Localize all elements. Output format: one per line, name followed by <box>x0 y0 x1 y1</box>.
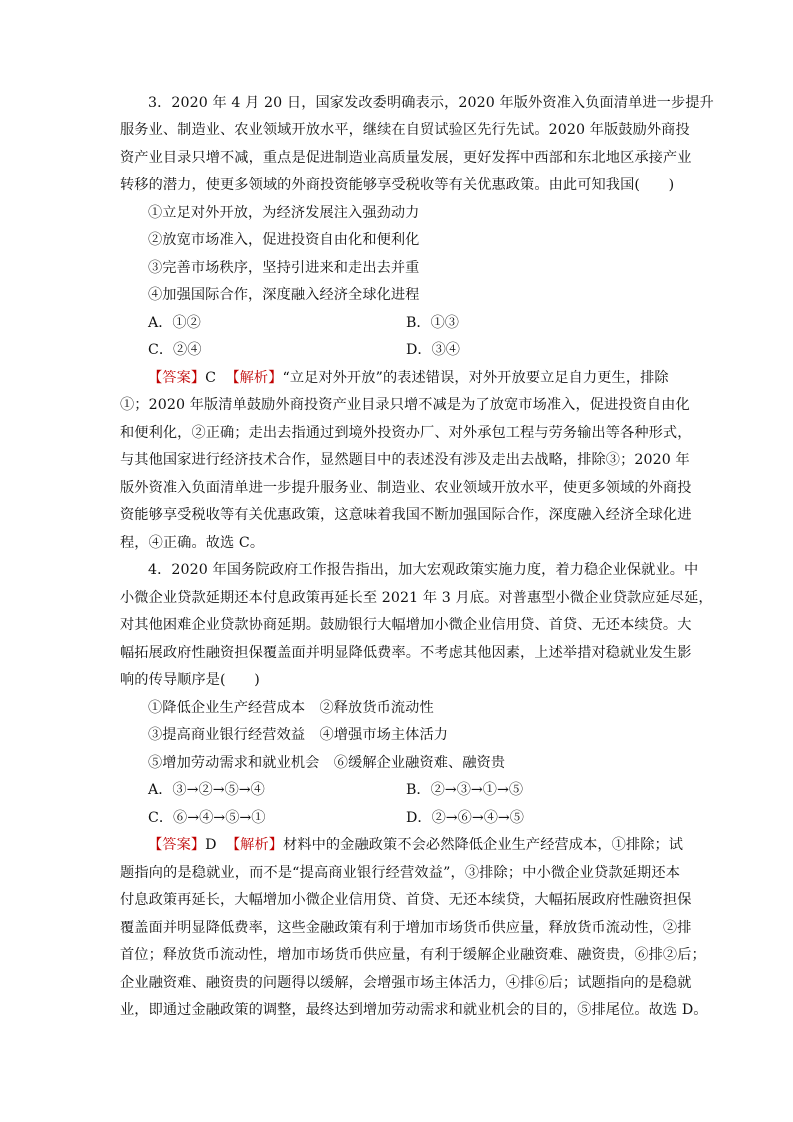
q4-analysis-line-7: 业，即通过金融政策的调整，最终达到增加劳动需求和就业机会的目的，⑤排尾位。故选 D。 <box>120 1002 708 1018</box>
q4-answer-tag: 【答案】 <box>148 837 206 853</box>
q4-option-c: C．⑥→④→⑤→① <box>148 810 266 826</box>
q3-answer-value: C <box>205 370 217 386</box>
q4-item-row-3: ⑤增加劳动需求和就业机会 ⑥缓解企业融资难、融资贵 <box>148 755 506 771</box>
q4-option-a: A．③→②→⑤→④ <box>148 782 265 798</box>
q3-item-2: ②放宽市场准入，促进投资自由化和便利化 <box>148 232 420 248</box>
q4-analysis-tag: 【解析】 <box>225 837 284 853</box>
q3-stem-line-3: 资产业目录只增不减，重点是促进制造业高质量发展，更好发挥中西部和东北地区承接产业 <box>120 150 692 166</box>
q4-stem-line-4: 幅拓展政府性融资担保覆盖面并明显降低费率。不考虑其他因素，上述举措对稳就业发生影 <box>120 645 692 661</box>
q4-item-row-2: ③提高商业银行经营效益 ④增强市场主体活力 <box>148 727 449 743</box>
q3-analysis-line-1: “立足对外开放”的表述错误，对外开放要立足自力更生，排除 <box>282 370 669 386</box>
q3-analysis-tag: 【解析】 <box>225 370 283 386</box>
q3-item-4: ④加强国际合作，深度融入经济全球化进程 <box>148 287 420 303</box>
q3-answer-tag: 【答案】 <box>148 370 206 386</box>
q4-analysis-line-2: 题指向的是稳就业，而不是“提高商业银行经营效益”，③排除；中小微企业贷款延期还本 <box>120 865 680 881</box>
q3-analysis-line-7: 程，④正确。故选 C。 <box>120 535 265 551</box>
q4-analysis-line-5: 首位；释放货币流动性，增加市场货币供应量，有利于缓解企业融资难、融资贵，⑥排②后； <box>120 947 706 963</box>
q4-stem-line-5: 响的传导顺序是( ) <box>120 672 260 688</box>
q4-analysis-line-3: 付息政策再延长，大幅增加小微企业信用贷、首贷、无还本续贷，大幅拓展政府性融资担保 <box>120 892 692 908</box>
q3-option-d: D．③④ <box>406 342 460 358</box>
q3-option-b: B．①③ <box>406 315 459 331</box>
q4-option-d: D．②→⑥→④→⑤ <box>406 810 524 826</box>
q3-analysis-line-4: 与其他国家进行经济技术合作，显然题目中的表述没有涉及走出去战略，排除③；2020 年 <box>120 452 690 468</box>
q4-item-row-1: ①降低企业生产经营成本 ②释放货币流动性 <box>148 700 434 716</box>
q4-option-b: B．②→③→①→⑤ <box>406 782 524 798</box>
q4-analysis-line-1: 材料中的金融政策不会必然降低企业生产经营成本，①排除；试 <box>283 837 684 853</box>
q3-option-c: C．②④ <box>148 342 202 358</box>
q3-analysis-line-6: 资能够享受税收等有关优惠政策，这意味着我国不断加强国际合作，深度融入经济全球化进 <box>120 507 692 523</box>
q3-stem-line-1: 3．2020 年 4 月 20 日，国家发改委明确表示，2020 年版外资准入负面清单进一步提升 <box>148 95 714 111</box>
q3-answer-line <box>148 365 680 392</box>
q4-analysis-line-4: 覆盖面并明显降低费率，这些金融政策有利于增加市场货币供应量，释放货币流动性，②排 <box>120 920 692 936</box>
q3-stem-line-4: 转移的潜力，使更多领域的外商投资能够享受税收等有关优惠政策。由此可知我国( ) <box>120 177 675 193</box>
q3-stem-line-2: 服务业、制造业、农业领域开放水平，继续在自贸试验区先行先试。2020 年版鼓励外商投 <box>120 122 690 138</box>
q4-analysis-line-6: 企业融资难、融资贵的问题得以缓解，会增强市场主体活力，④排⑥后；试题指向的是稳就 <box>120 975 692 991</box>
q3-analysis-line-3: 和便利化，②正确；走出去指通过到境外投资办厂、对外承包工程与劳务输出等各种形式， <box>120 425 692 441</box>
q3-item-3: ③完善市场秩序，坚持引进来和走出去并重 <box>148 260 420 276</box>
q3-analysis-line-2: ①；2020 年版清单鼓励外商投资产业目录只增不减是为了放宽市场准入，促进投资自由化 <box>120 397 690 413</box>
q4-stem-line-2: 小微企业贷款延期还本付息政策再延长至 2021 年 3 月底。对普惠型小微企业贷款应延尽延， <box>120 590 713 606</box>
q4-answer-line <box>148 832 684 859</box>
q3-item-1: ①立足对外开放，为经济发展注入强劲动力 <box>148 205 420 221</box>
q3-option-a: A．①② <box>148 315 201 331</box>
q4-answer-value: D <box>205 837 217 853</box>
q4-stem-line-3: 对其他困难企业贷款协商延期。鼓励银行大幅增加小微企业信用贷、首贷、无还本续贷。大 <box>120 617 692 633</box>
q3-analysis-line-5: 版外资准入负面清单进一步提升服务业、制造业、农业领域开放水平，使更多领域的外商投 <box>120 480 692 496</box>
q4-stem-line-1: 4．2020 年国务院政府工作报告指出，加大宏观政策实施力度，着力稳企业保就业。中 <box>148 562 699 578</box>
